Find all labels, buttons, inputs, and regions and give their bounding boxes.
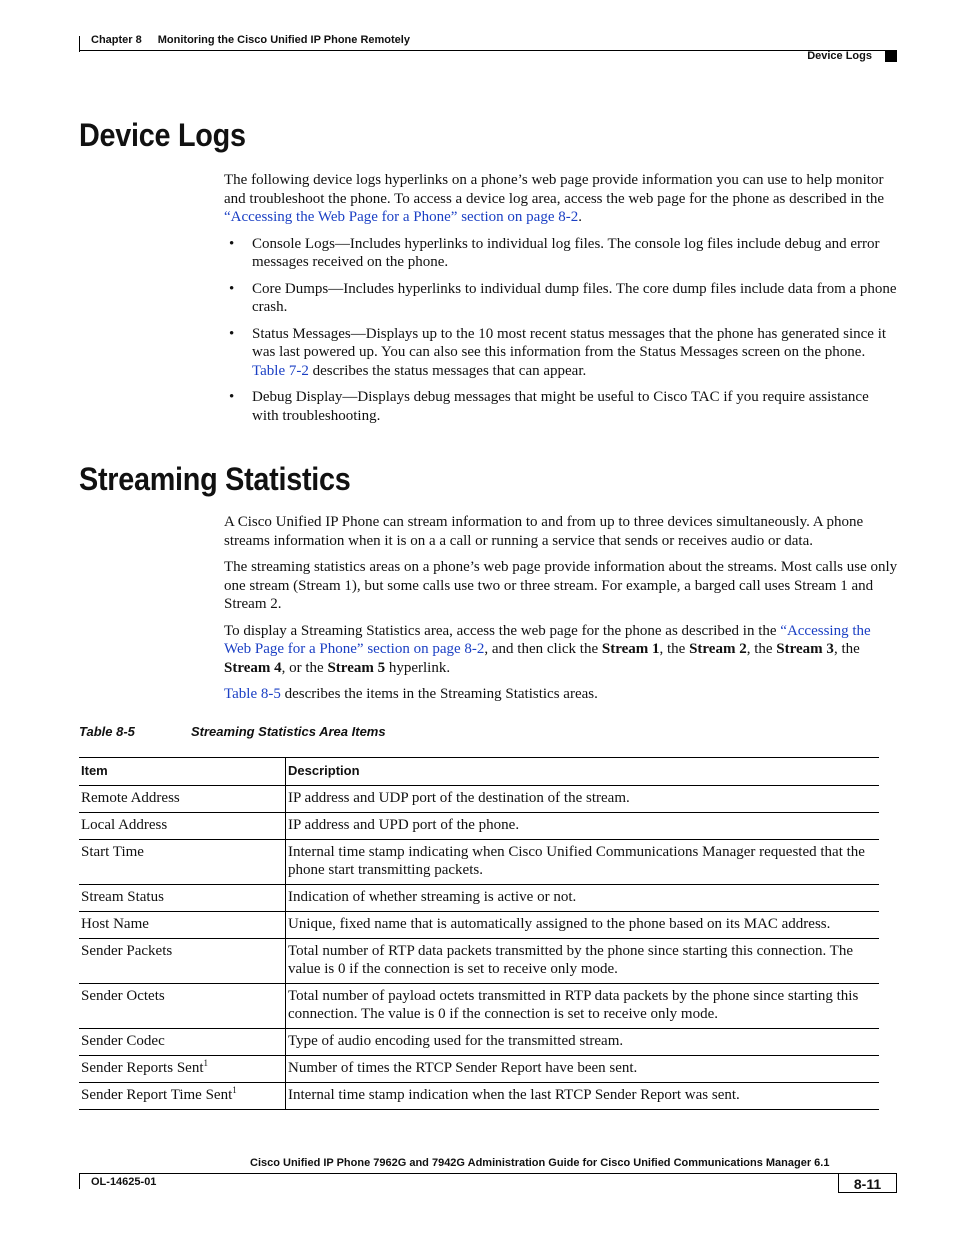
item-name: Sender Reports Sent [81, 1060, 204, 1076]
cell-description: Internal time stamp indicating when Cisco Unified Communications Manager requested that the phone start transmitting packets. [288, 844, 865, 878]
cell-description: Type of audio encoding used for the transmitted stream. [288, 1033, 624, 1049]
table-row [79, 939, 879, 984]
p3-sep: , the [833, 641, 860, 657]
link-accessing-web-page-2[interactable]: “Accessing the Web Page for a Phone” section on page 8-2 [224, 622, 871, 657]
table-row [79, 1056, 879, 1083]
cell-item [79, 1029, 286, 1056]
cell-item [79, 984, 286, 1029]
table-header-row [79, 758, 879, 786]
cell-description: Indication of whether streaming is active or not. [288, 889, 577, 905]
running-header-section: Device Logs [807, 50, 872, 62]
streaming-body [224, 513, 898, 712]
device-logs-body [224, 171, 898, 433]
cell-item [79, 1056, 286, 1083]
item-name: Sender Report Time Sent [81, 1087, 233, 1103]
header-rule [79, 50, 897, 51]
p4-text: describes the items in the Streaming Statistics areas. [280, 686, 598, 702]
bullet-icon: • [229, 389, 235, 405]
bullet-icon: • [229, 325, 235, 342]
column-header-item: Item [79, 758, 286, 786]
link-accessing-web-page[interactable]: “Accessing the Web Page for a Phone” section on page 8-2 [224, 209, 579, 225]
list-item [224, 388, 898, 425]
running-header-chapter [91, 34, 410, 46]
heading-streaming-statistics: Streaming Statistics [79, 461, 351, 497]
table-number: Table 8-5 [79, 724, 135, 739]
table-title: Streaming Statistics Area Items [191, 724, 386, 739]
stream-3-label: Stream 3 [776, 641, 834, 657]
list-item [224, 325, 898, 381]
list-item-text: Status Messages—Displays up to the 10 most recent status messages that the phone has generated since it was last powered up. You can also see this information from the Status Messages screen on the phone. [252, 325, 887, 360]
p3-sep: , or the [281, 659, 328, 676]
footnote-marker[interactable]: 1 [232, 1085, 237, 1095]
cell-item [79, 939, 286, 984]
cell-item [79, 840, 286, 885]
cell-item [79, 912, 286, 939]
cell-description: Internal time stamp indication when the last RTCP Sender Report was sent. [288, 1087, 740, 1103]
cell-description: IP address and UDP port of the destination of the stream. [288, 790, 630, 806]
table-row [79, 1029, 879, 1056]
device-logs-list [224, 235, 898, 426]
link-table-8-5[interactable]: Table 8-5 [224, 686, 281, 702]
streaming-paragraph-3 [224, 622, 898, 678]
intro-text: The following device logs hyperlinks on a phone’s web page provide information you can use to help monitor and troubleshoot the phone. To access a device log area, access the web page for the phone as described in the [224, 172, 885, 207]
stream-2-label: Stream 2 [689, 641, 747, 657]
chapter-title: Monitoring the Cisco Unified IP Phone Remotely [157, 34, 410, 46]
table-row [79, 786, 879, 813]
p3-sep: , the [659, 641, 690, 657]
streaming-paragraph-4 [224, 685, 898, 704]
table-caption [79, 724, 386, 739]
bullet-icon: • [229, 235, 235, 252]
cell-item [79, 786, 286, 813]
table-row [79, 840, 879, 885]
p3-end: hyperlink. [385, 659, 451, 676]
header-marker-block [885, 51, 897, 62]
cell-description: Unique, fixed name that is automatically assigned to the phone based on its MAC address. [288, 916, 831, 932]
table-row [79, 1083, 879, 1110]
table-row [79, 885, 879, 912]
footer-rule-vertical [79, 1173, 80, 1189]
item-name: Start Time [81, 844, 144, 860]
cell-item [79, 885, 286, 912]
footer-book-title: Cisco Unified IP Phone 7962G and 7942G Administration Guide for Cisco Unified Communications Manager 6.1 [250, 1157, 830, 1169]
item-name: Stream Status [81, 889, 164, 905]
heading-device-logs: Device Logs [79, 117, 246, 153]
p3-text: , and then click the [484, 641, 602, 657]
item-name: Sender Octets [81, 988, 165, 1004]
stream-1-label: Stream 1 [601, 641, 660, 657]
list-item-text: Core Dumps—Includes hyperlinks to individual dump files. The core dump files include data from a phone crash. [252, 280, 897, 315]
cell-description: Total number of RTP data packets transmitted by the phone since starting this connection. The value is 0 if the connection is set to receive only mode. [288, 943, 853, 977]
footer-doc-id: OL-14625-01 [91, 1176, 157, 1188]
cell-description: Number of times the RTCP Sender Report have been sent. [288, 1060, 638, 1076]
cell-item [79, 813, 286, 840]
streaming-paragraph-2: The streaming statistics areas on a phone’s web page provide information about the streams. Most calls use only one stream (Stream 1), but some calls use two or three stream. For example, a barged call uses Stream 1 and Stream 2. [224, 559, 898, 612]
item-name: Local Address [81, 817, 168, 833]
list-item [224, 235, 898, 272]
item-name: Host Name [81, 916, 149, 932]
item-name: Sender Codec [81, 1033, 165, 1049]
link-table-7-2[interactable]: Table 7-2 [252, 362, 309, 379]
list-item [224, 280, 898, 317]
streaming-paragraph-1: A Cisco Unified IP Phone can stream information to and from up to three devices simultaneously. A phone streams information when it is on a a call or running a service that sends or receives audio or data. [224, 514, 864, 549]
cell-description: Total number of payload octets transmitted in RTP data packets by the phone since starting this connection. The value is 0 if the connection is set to receive only mode. [288, 988, 859, 1022]
streaming-statistics-table [79, 757, 879, 1110]
table-row [79, 813, 879, 840]
p3-text: To display a Streaming Statistics area, access the web page for the phone as described in the [224, 622, 781, 639]
table-row [79, 984, 879, 1029]
chapter-number: Chapter 8 [91, 34, 142, 46]
list-item-text: Debug Display—Displays debug messages that might be useful to Cisco TAC if you require assistance with troubleshooting. [252, 389, 869, 424]
cell-description: IP address and UPD port of the phone. [288, 817, 520, 833]
device-logs-intro [224, 171, 898, 227]
cell-item [79, 1083, 286, 1110]
table-row [79, 912, 879, 939]
list-item-text-end: describes the status messages that can appear. [308, 362, 587, 379]
footnote-marker[interactable]: 1 [203, 1058, 208, 1068]
column-header-description: Description [288, 763, 360, 778]
stream-4-label: Stream 4 [224, 659, 282, 676]
page-number: 8-11 [838, 1173, 897, 1193]
footer-rule [79, 1173, 897, 1174]
bullet-icon: • [229, 280, 235, 297]
intro-end: . [578, 209, 582, 225]
stream-5-label: Stream 5 [327, 659, 386, 676]
p3-sep: , the [746, 641, 777, 657]
list-item-text: Console Logs—Includes hyperlinks to individual log files. The console log files include debug and error messages received on the phone. [252, 235, 880, 270]
item-name: Sender Packets [81, 943, 173, 959]
item-name: Remote Address [81, 790, 180, 806]
